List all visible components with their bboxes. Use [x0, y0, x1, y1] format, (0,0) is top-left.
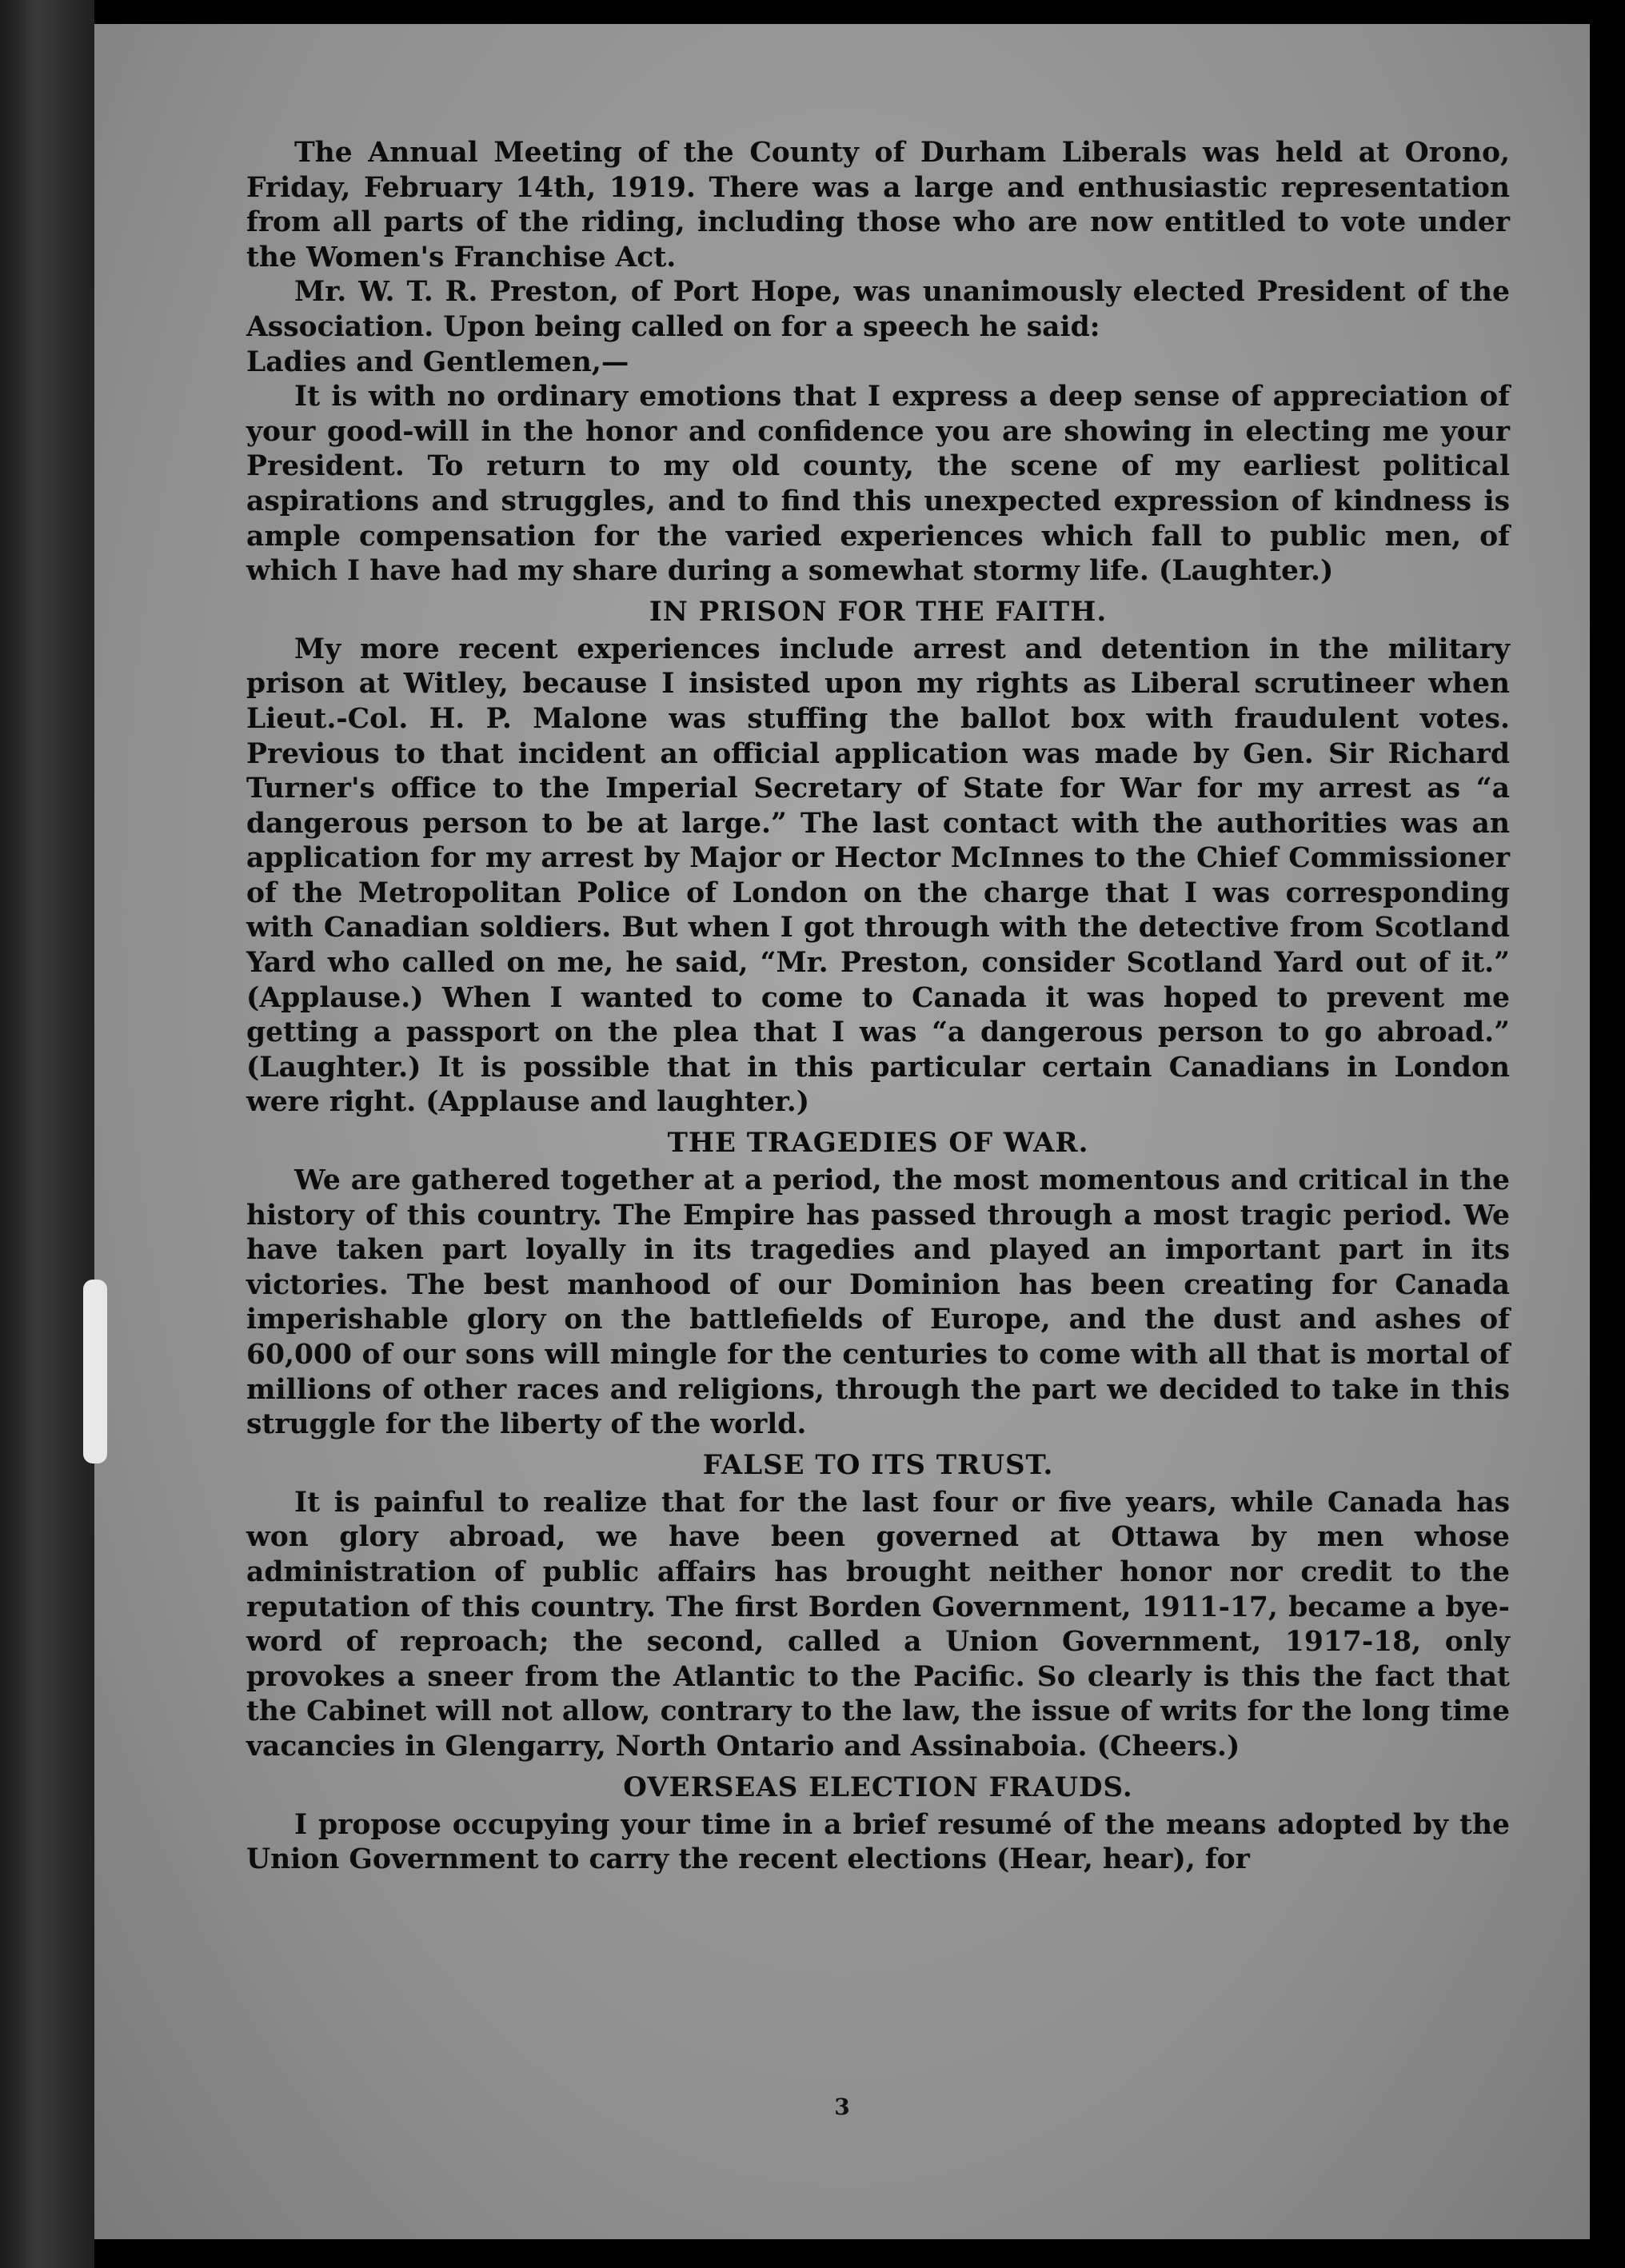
election-paragraph: Mr. W. T. R. Preston, of Port Hope, was unanimously elected President of the Association. Upon being called on for a speech he said:	[246, 276, 1510, 343]
intro-paragraph: The Annual Meeting of the County of Durham Liberals was held at Orono, Friday, February 14th, 1919. There was a large and enthusiastic representation from all parts of the riding, including those who are now entitled to vote under the Women's Franchise Act.	[246, 137, 1510, 274]
page-number: 3	[834, 2094, 850, 2120]
section-paragraph: My more recent experiences include arrest and detention in the military prison at Witley, because I insisted upon my rights as Liberal scrutineer when Lieut.-Col. H. P. Malone was stuffing the ballot box with fraudulent votes. Previous to that incident an official application was made by Gen. Sir Richard Turner's office to the Imperial Secretary of State for War for my arrest as “a dangerous person to be at large.” The last contact with the authorities was an application for my arrest by Major or Hector McInnes to the Chief Commissioner of the Metropolitan Police of London on the charge that I was corresponding with Canadian soldiers. But when I got through with the detective from Scotland Yard who called on me, he said, “Mr. Preston, consider Scotland Yard out of it.” (Applause.) When I wanted to come to Canada it was hoped to prevent me getting a passport on the plea that I was “a dangerous person to go abroad.” (Laughter.) It is possible that in this particular certain Canadians in London were right. (Applause and laughter.)	[246, 633, 1510, 1119]
section-paragraph: I propose occupying your time in a brief resumé of the means adopted by the Union Government to carry the recent elections (Hear, hear), for	[246, 1808, 1510, 1876]
speech-opening-paragraph: It is with no ordinary emotions that I express a deep sense of appreciation of your good-will in the honor and confidence you are showing in electing me your President. To return to my old county, the scene of my earliest political aspirations and struggles, and to find this unexpected expression of kindness is ample compensation for the varied experiences which fall to public men, of which I have had my share during a somewhat stormy life. (Laughter.)	[246, 381, 1510, 588]
binding-tear-mark	[83, 1280, 107, 1463]
page-text	[246, 136, 1510, 1878]
section-heading: IN PRISON FOR THE FAITH.	[649, 595, 1108, 628]
scan-left-margin	[0, 0, 94, 2268]
document-page	[94, 24, 1590, 2239]
section-paragraph: It is painful to realize that for the last four or five years, while Canada has won glory abroad, we have been governed at Ottawa by men whose administration of public affairs has brought neither honor nor credit to the reputation of this country. The first Borden Government, 1911-17, became a bye-word of reproach; the second, called a Union Government, 1917-18, only provokes a sneer from the Atlantic to the Pacific. So clearly is this the fact that the Cabinet will not allow, contrary to the law, the issue of writs for the long time vacancies in Glengarry, North Ontario and Assinaboia. (Cheers.)	[246, 1486, 1510, 1763]
section-paragraph: We are gathered together at a period, the most momentous and critical in the history of this country. The Empire has passed through a most tragic period. We have taken part loyally in its tragedies and played an important part in its victories. The best manhood of our Dominion has been creating for Canada imperishable glory on the battlefields of Europe, and the dust and ashes of 60,000 of our sons will mingle for the centuries to come with all that is mortal of millions of other races and religions, through the part we decided to take in this struggle for the liberty of the world.	[246, 1164, 1510, 1441]
section-heading: FALSE TO ITS TRUST.	[702, 1448, 1054, 1481]
section-heading: THE TRAGEDIES OF WAR.	[667, 1127, 1089, 1160]
section-heading: OVERSEAS ELECTION FRAUDS.	[623, 1771, 1133, 1803]
salutation: Ladies and Gentlemen,—	[246, 345, 629, 378]
